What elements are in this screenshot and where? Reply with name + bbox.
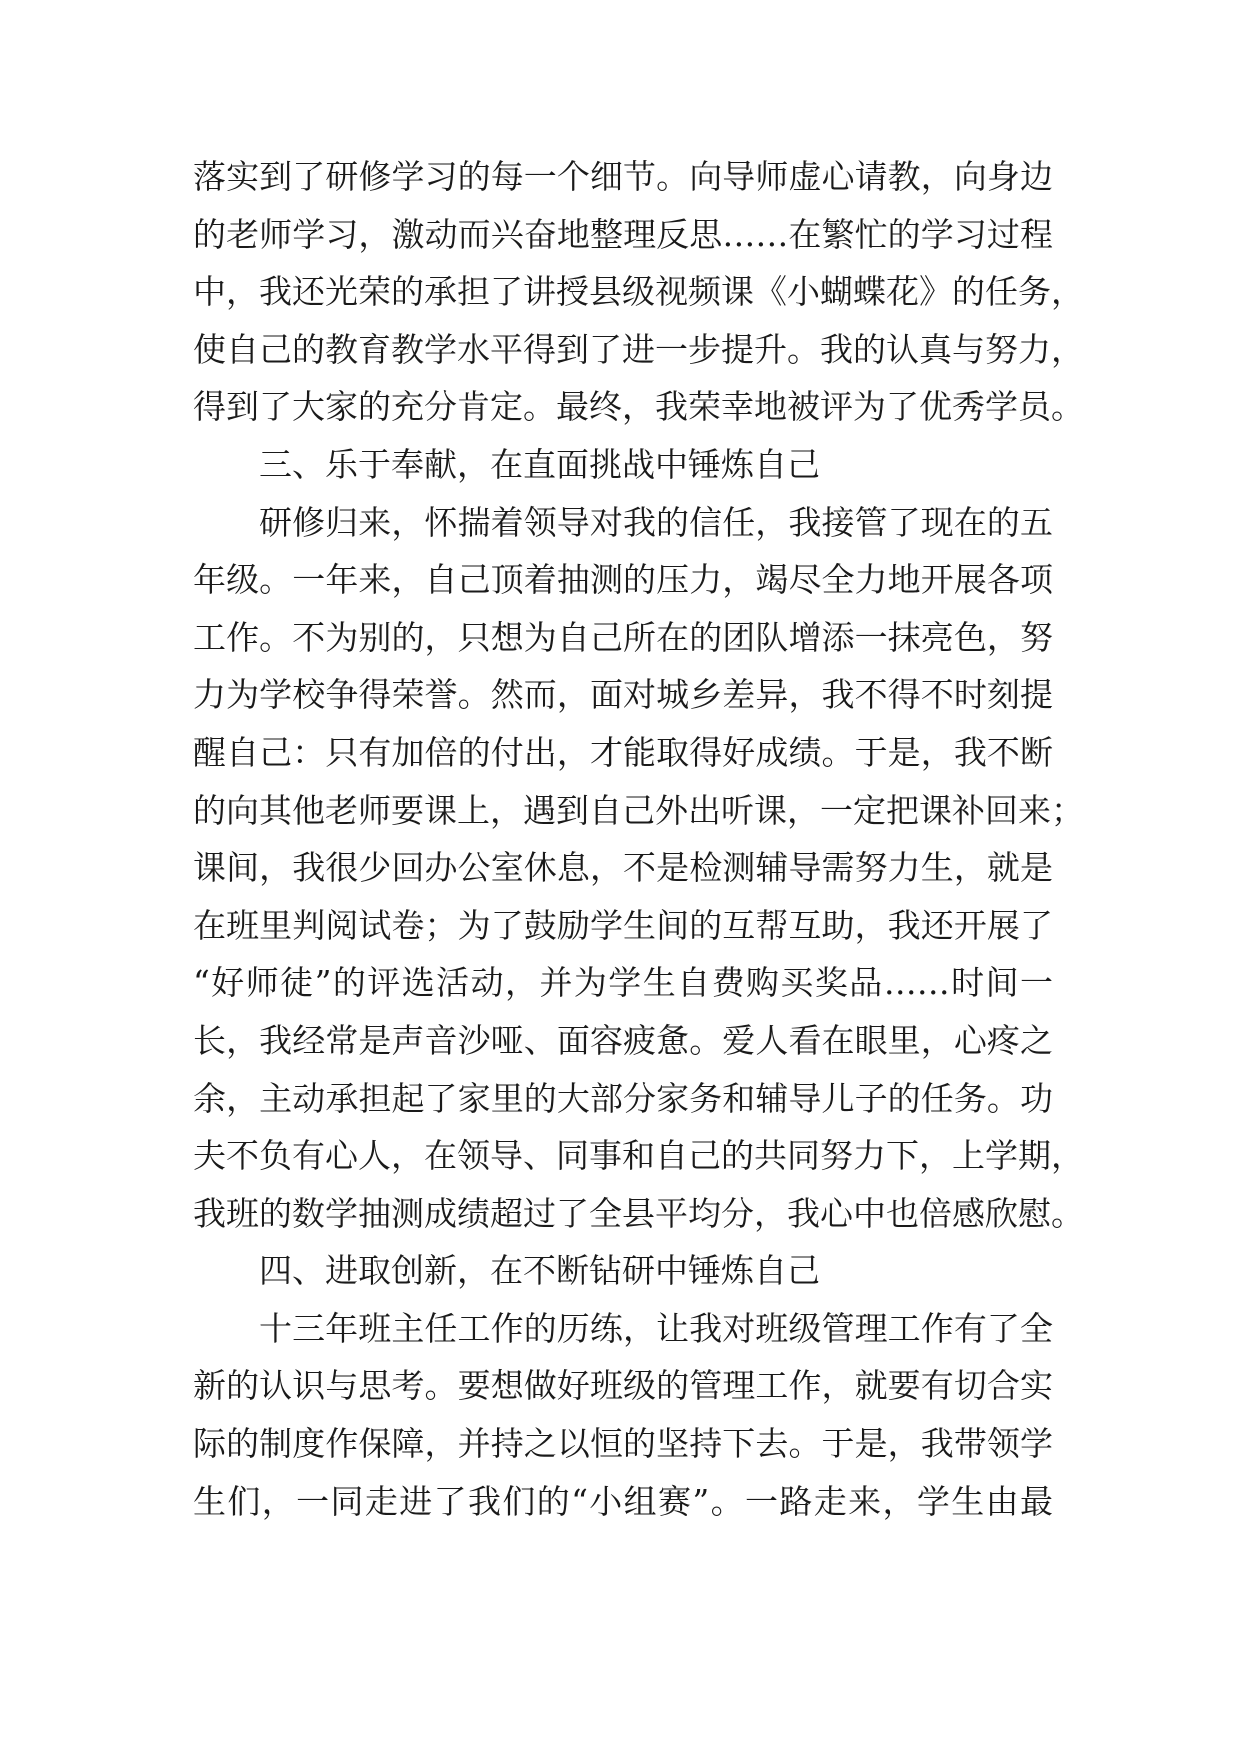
text-line: 课间，我很少回办公室休息，不是检测辅导需努力生，就是 <box>193 848 1053 888</box>
text-line: 醒自己：只有加倍的付出，才能取得好成绩。于是，我不断 <box>193 732 1053 772</box>
text-line: 长，我经常是声音沙哑、面容疲惫。爱人看在眼里，心疼之 <box>193 1020 1053 1060</box>
text-line: 的向其他老师要课上，遇到自己外出听课，一定把课补回来； <box>193 790 1084 830</box>
paragraph-first-line: 十三年班主任工作的历练，让我对班级管理工作有了全 <box>259 1308 1053 1348</box>
section-heading: 三、乐于奉献，在直面挑战中锤炼自己 <box>259 444 820 484</box>
text-line: 使自己的教育教学水平得到了进一步提升。我的认真与努力， <box>193 329 1084 369</box>
text-line: 际的制度作保障，并持之以恒的坚持下去。于是，我带领学 <box>193 1424 1053 1464</box>
text-line: “好师徒”的评选活动，并为学生自费购买奖品……时间一 <box>193 963 1053 1003</box>
text-line: 余，主动承担起了家里的大部分家务和辅导儿子的任务。功 <box>193 1078 1053 1118</box>
text-line: 力为学校争得荣誉。然而，面对城乡差异，我不得不时刻提 <box>193 675 1053 715</box>
section-heading: 四、进取创新，在不断钻研中锤炼自己 <box>259 1251 820 1291</box>
paragraph-first-line: 研修归来，怀揣着领导对我的信任，我接管了现在的五 <box>259 502 1053 542</box>
text-line: 的老师学习，激动而兴奋地整理反思……在繁忙的学习过程 <box>193 214 1053 254</box>
text-line: 工作。不为别的，只想为自己所在的团队增添一抹亮色，努 <box>193 617 1053 657</box>
text-line: 我班的数学抽测成绩超过了全县平均分，我心中也倍感欣慰。 <box>193 1193 1084 1233</box>
text-line: 中，我还光荣的承担了讲授县级视频课《小蝴蝶花》的任务， <box>193 272 1084 312</box>
text-line: 新的认识与思考。要想做好班级的管理工作，就要有切合实 <box>193 1366 1053 1406</box>
text-line: 夫不负有心人，在领导、同事和自己的共同努力下，上学期， <box>193 1136 1084 1176</box>
text-line: 落实到了研修学习的每一个细节。向导师虚心请教，向身边 <box>193 157 1053 196</box>
document-body <box>193 148 1084 1530</box>
text-line: 年级。一年来，自己顶着抽测的压力，竭尽全力地开展各项 <box>193 560 1053 600</box>
text-line: 得到了大家的充分肯定。最终，我荣幸地被评为了优秀学员。 <box>193 387 1084 427</box>
text-line: 在班里判阅试卷；为了鼓励学生间的互帮互助，我还开展了 <box>193 905 1053 945</box>
text-line: 生们，一同走进了我们的“小组赛”。一路走来，学生由最 <box>193 1481 1053 1521</box>
